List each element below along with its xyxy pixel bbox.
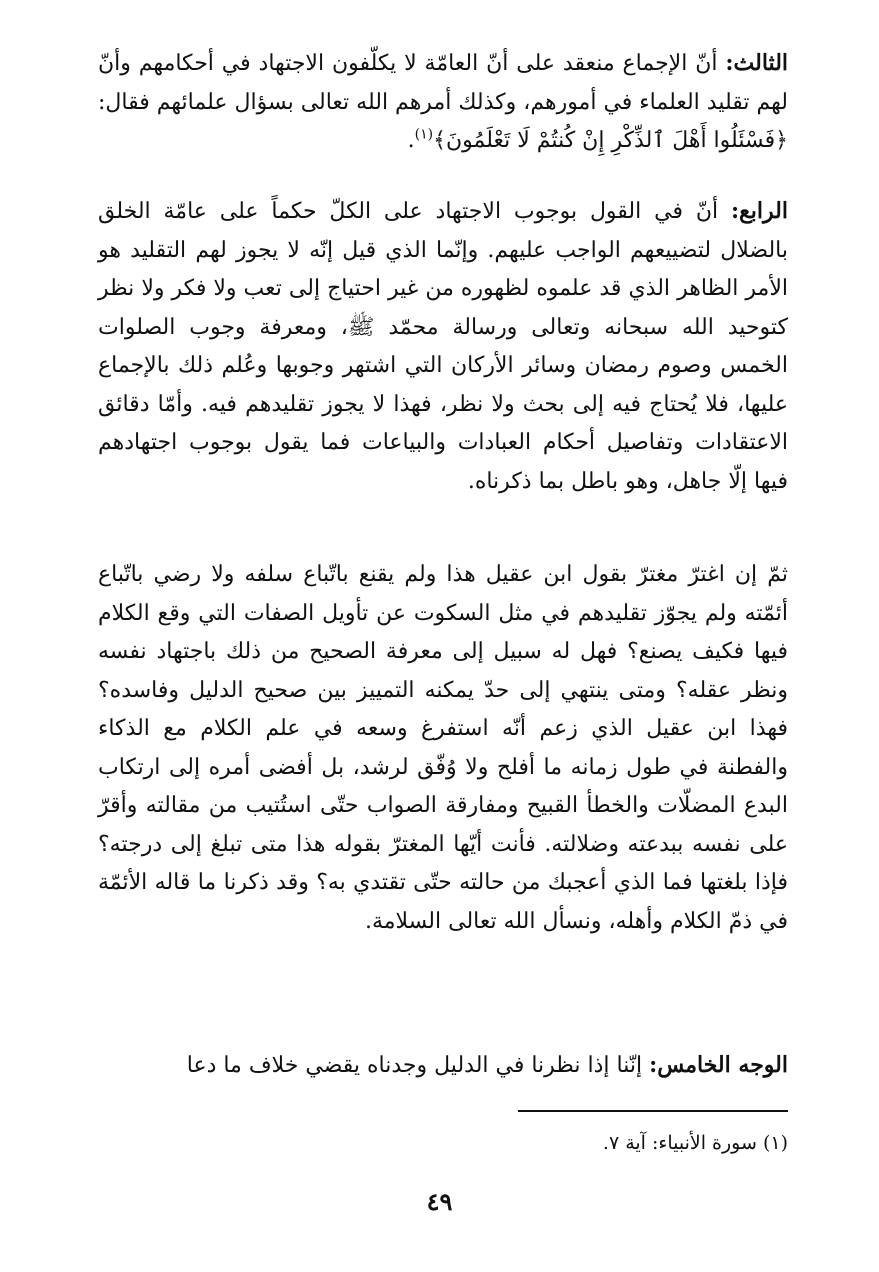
paragraph-third-text: أنّ الإجماع منعقد على أنّ العامّة لا يكلّفون الاجتهاد في أحكامهم وأنّ لهم تقليد العلماء في أمورهم، وكذلك أمرهم الله تعالى بسؤال علمائهم فقال: [98,51,788,115]
footnote-divider [518,1110,788,1112]
paragraph-fifth-heading: الوجه الخامس: [649,1052,788,1078]
quran-verse: ﴿فَسْئَلُوا أَهْلَ ٱلذِّكْرِ إِنْ كُنتُمْ لَا تَعْلَمُونَ﴾ [433,128,788,153]
paragraph-fifth-body [98,1046,788,1086]
page-number: ٤٩ [426,1187,453,1216]
paragraph-third [98,44,788,161]
paragraph-fourth-body [98,192,788,501]
paragraph-fourth-heading: الرابع: [730,198,788,224]
paragraph-then-text: ثمّ إن اغترّ مغترّ بقول ابن عقيل هذا ولم يقنع باتّباع سلفه ولا رضي باتّباع أئمّته ولم يجوّز تقليدهم في مثل السكوت عن تأويل الصفات التي وقع الكلام فيها فكيف يصنع؟ فهل له سبيل إلى معرفة الصحيح من ذلك باجتهاد نفسه ونظر عقله؟ ومتى ينتهي إلى حدّ يمكنه التمييز بين صحيح الدليل وفاسده؟ فهذا ابن عقيل الذي زعم أنّه استفرغ وسعه في علم الكلام مع الذكاء والفطنة في طول زمانه ما أفلح ولا وُفّق لرشد، بل أفضى أمره إلى ارتكاب البدع المضلّات والخطأ القبيح ومفارقة الصواب حتّى استُتيب من مقالته وأقرّ على نفسه ببدعته وضلالته. فأنت أيّها المغترّ بقوله هذا متى تبلغ إلى درجته؟ فإذا بلغتها فما الذي أعجبك من حالته حتّى تقتدي به؟ وقد ذكرنا ما قاله الأئمّة في ذمّ الكلام وأهله، ونسأل الله تعالى السلامة. [98,562,788,934]
footnote-reference: (١) [414,126,434,143]
paragraph-then [98,556,788,941]
footnote: (١) سورة الأنبياء: آية ٧. [602,1132,788,1154]
paragraph-third-body [98,44,788,161]
paragraph-fourth [98,192,788,501]
paragraph-fifth-text: إنّنا إذا نظرنا في الدليل وجدناه يقضي خلاف ما دعا [186,1053,643,1078]
paragraph-fifth [98,1046,788,1086]
paragraph-third-heading: الثالث: [725,50,789,76]
paragraph-third-end: . [407,128,415,153]
paragraph-fourth-text: أنّ في القول بوجوب الاجتهاد على الكلّ حكماً على عامّة الخلق بالضلال لتضييعهم الواجب عليهم. وإنّما الذي قيل إنّه لا يجوز لهم التقليد هو الأمر الظاهر الذي قد علموه لظهوره من غير احتياج إلى تعب ولا فكر ولا نظر كتوحيد الله سبحانه وتعالى ورسالة محمّد ﷺ، ومعرفة وجوب الصلوات الخمس وصوم رمضان وسائر الأركان التي اشتهر وجوبها وعُلم ذلك بالإجماع عليها، فلا يُحتاج فيه إلى بحث ولا نظر، فهذا لا يجوز تقليدهم فيه. وأمّا دقائق الاعتقادات وتفاصيل أحكام العبادات والبياعات فما يقول بوجوب اجتهادهم فيها إلّا جاهل، وهو باطل بما ذكرناه. [98,199,788,494]
